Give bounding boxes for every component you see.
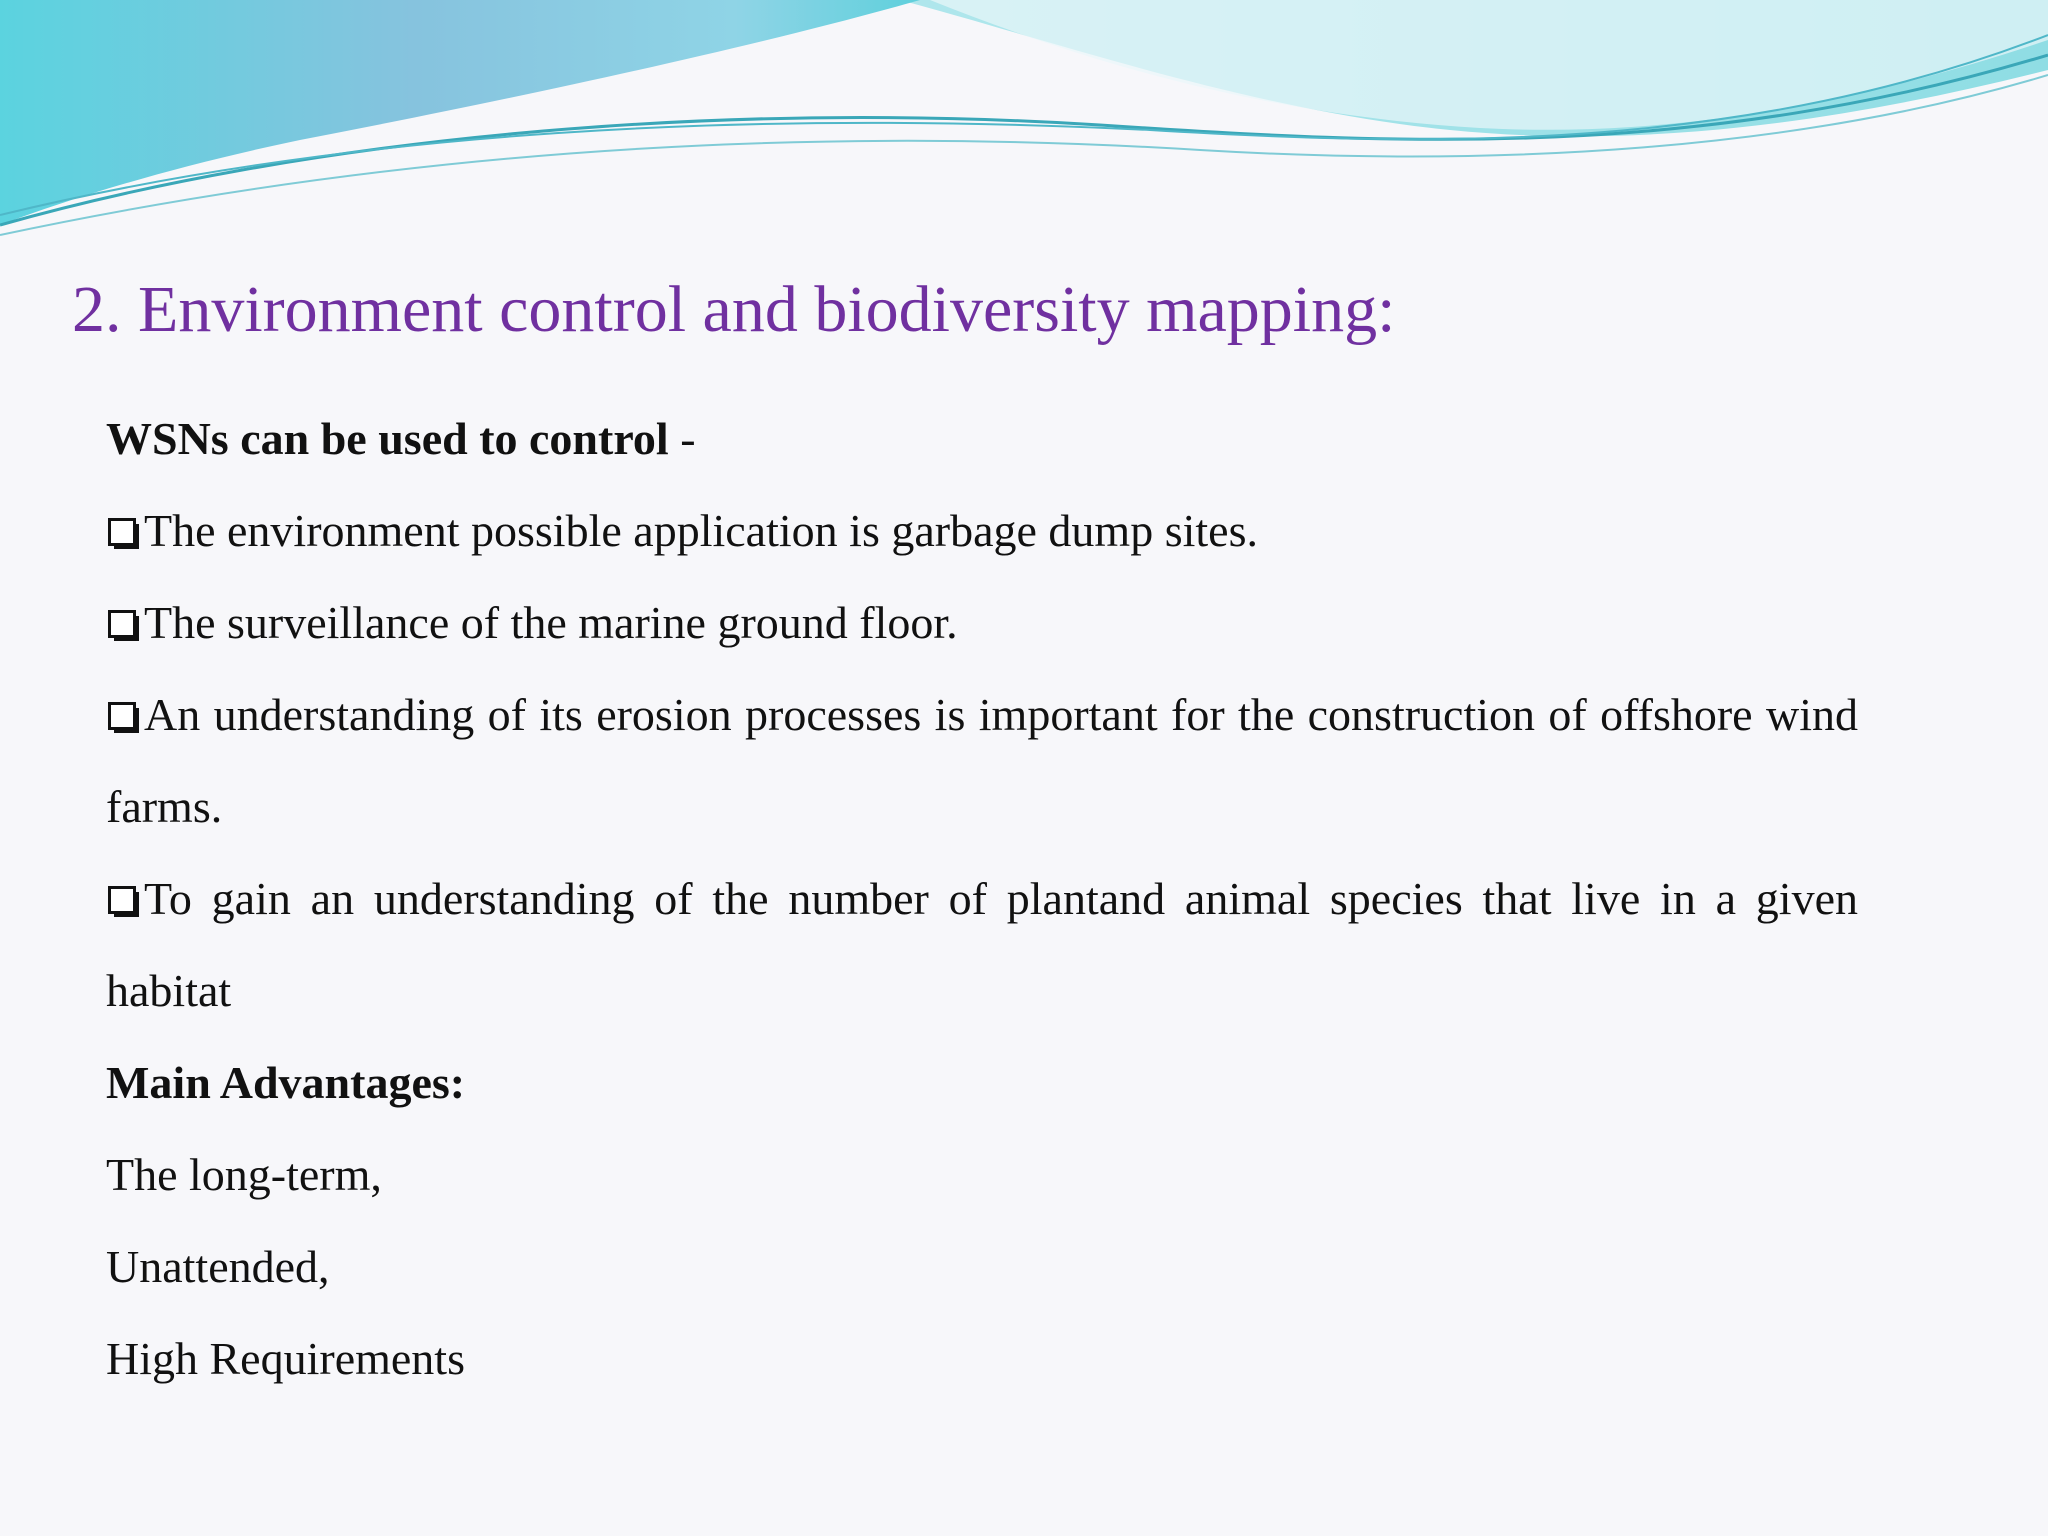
advantage-item: Unattended, bbox=[106, 1241, 330, 1292]
slide-title: 2. Environment control and biodiversity mapping: bbox=[72, 273, 1396, 346]
advantage-item: The long-term, bbox=[106, 1149, 382, 1200]
bullet-item bbox=[106, 577, 1858, 669]
bullet-text: An understanding of its erosion processes is important for the construction of offshore wind farms. bbox=[106, 689, 1858, 832]
intro-suffix: - bbox=[668, 413, 696, 464]
bullet-text: The surveillance of the marine ground floor. bbox=[144, 597, 958, 648]
bullet-text: The environment possible application is garbage dump sites. bbox=[144, 505, 1258, 556]
bullet-item bbox=[106, 485, 1858, 577]
bullet-item bbox=[106, 669, 1858, 853]
checkbox-bullet-icon bbox=[106, 886, 138, 918]
checkbox-bullet-icon bbox=[106, 610, 138, 642]
decorative-wave-header bbox=[0, 0, 2048, 240]
checkbox-bullet-icon bbox=[106, 702, 138, 734]
bullet-text: To gain an understanding of the number of plantand animal species that live in a given habitat bbox=[106, 873, 1858, 1016]
advantage-item: High Requirements bbox=[106, 1333, 465, 1384]
intro-line bbox=[106, 393, 1858, 485]
advantages-heading: Main Advantages: bbox=[106, 1057, 466, 1108]
bullet-item bbox=[106, 853, 1858, 1037]
slide-body bbox=[106, 393, 1858, 1405]
intro-bold-text: WSNs can be used to control bbox=[106, 413, 669, 464]
checkbox-bullet-icon bbox=[106, 518, 138, 550]
